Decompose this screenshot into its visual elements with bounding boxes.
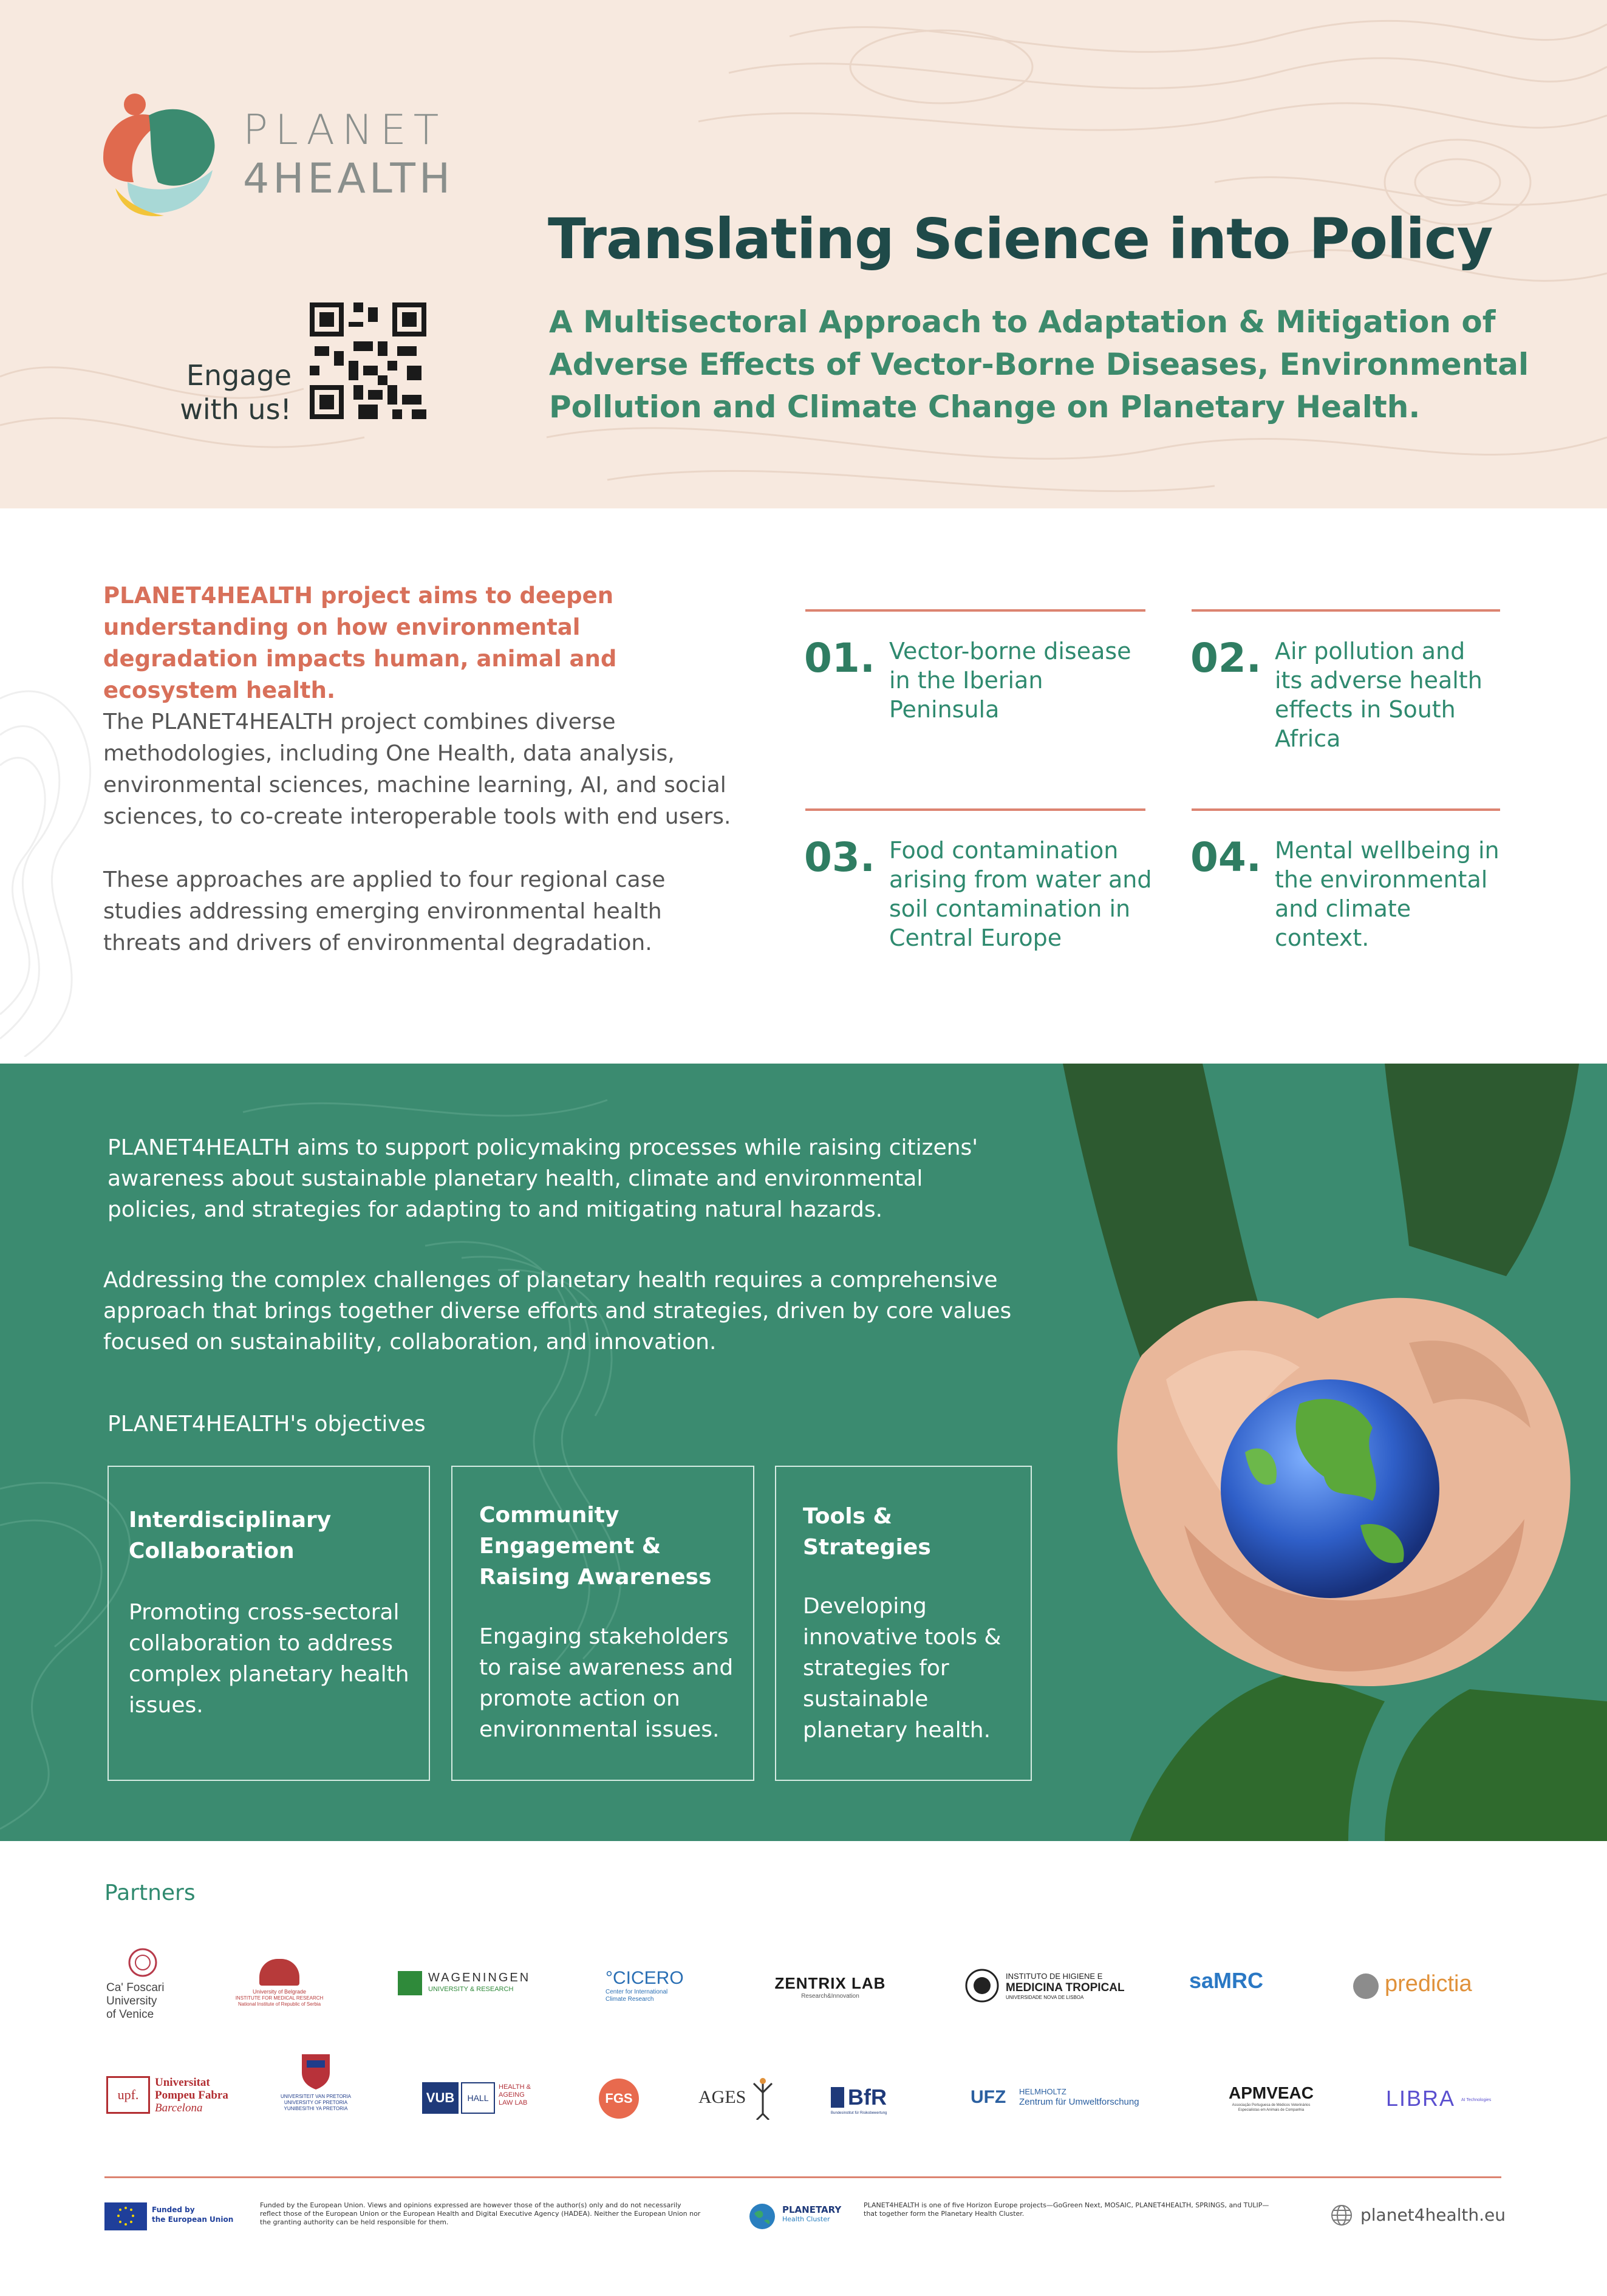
eu-flag-icon xyxy=(104,2202,147,2230)
subtitle-line: Adverse Effects of Vector-Borne Diseases, Environmental xyxy=(549,347,1529,382)
partner-line: UNIVERSIDADE NOVA DE LISBOA xyxy=(1006,1995,1084,2000)
case-number: 02. xyxy=(1190,635,1261,682)
cluster-line: Health Cluster xyxy=(782,2215,830,2223)
partner-logo-pretoria[interactable] xyxy=(270,2052,361,2112)
intro-paragraph-2: These approaches are applied to four regional case studies addressing emerging environmental health threats and drivers of environmental degradation. xyxy=(103,867,666,955)
partner-line: UNIVERSITEIT VAN PRETORIA xyxy=(280,2094,352,2099)
subtitle-line: A Multisectoral Approach to Adaptation & Mitigation of xyxy=(549,304,1496,340)
planetary-cluster-globe-icon xyxy=(748,2202,776,2230)
engage-line2: with us! xyxy=(180,393,292,426)
qr-code[interactable] xyxy=(310,302,426,419)
partner-line: LIBRA xyxy=(1386,2086,1456,2111)
eu-funding-label xyxy=(152,2205,233,2224)
ages-figure-icon xyxy=(751,2077,775,2120)
ihmt-seal-icon xyxy=(964,1968,1000,2003)
partner-line: Bundesinstitut für Risikobewertung xyxy=(831,2111,887,2115)
partner-line: AGES xyxy=(698,2087,746,2107)
belgrade-icon xyxy=(259,1959,299,1986)
eu-label-line: Funded by xyxy=(152,2205,195,2214)
partner-line: APMVEAC xyxy=(1228,2083,1314,2102)
objective-desc: Developing innovative tools & strategies for sustainable planetary health. xyxy=(803,1594,1001,1743)
cluster-line: PLANETARY xyxy=(782,2204,842,2215)
planetary-cluster-name xyxy=(782,2205,841,2224)
page-subtitle xyxy=(549,301,1557,428)
partner-line: Center for International xyxy=(606,1989,668,1995)
engage-label xyxy=(158,358,292,426)
partner-line: Pompeu Fabra xyxy=(155,2089,228,2102)
partner-line: INSTITUTE FOR MEDICAL RESEARCH xyxy=(235,1995,324,2001)
case-number: 01. xyxy=(804,635,875,682)
partner-line: HEALTH & xyxy=(499,2083,531,2091)
intro-paragraph-1: The PLANET4HEALTH project combines diverse methodologies, including One Health, data analysis, environmental sciences, machine learning, AI, and social sciences, to co-create interoperable tools with end users. xyxy=(103,709,731,829)
case-text: Mental wellbeing in the environmental and climate context. xyxy=(1275,837,1500,951)
cluster-description: PLANET4HEALTH is one of five Horizon Europe projects—GoGreen Next, MOSAIC, PLANET4HEALTH, SPRINGS, and TULIP—that together form the Planetary Health Cluster. xyxy=(864,2201,1269,2218)
partner-line: Climate Research xyxy=(606,1996,654,2003)
wageningen-icon xyxy=(398,1971,422,1995)
partner-line: Especialistas em Animais de Companhia xyxy=(1238,2108,1305,2112)
partner-line: ZENTRIX LAB xyxy=(774,1974,886,1992)
partner-line: AGEING xyxy=(499,2091,525,2099)
header-banner xyxy=(0,0,1607,508)
globe-icon xyxy=(1330,2204,1353,2227)
hall-mark: HALL xyxy=(461,2082,495,2114)
vub-mark: VUB xyxy=(422,2082,459,2114)
partners-title: Partners xyxy=(104,1881,196,1905)
partner-line: YUNIBESITHI YA PRETORIA xyxy=(284,2106,348,2111)
eu-stars-icon xyxy=(104,2202,147,2230)
case-text: Food contamination arising from water and soil contamination in Central Europe xyxy=(889,837,1152,951)
green-paragraph-2: Addressing the complex challenges of planetary health requires a comprehensive approach that brings together diverse efforts and strategies, driven by core values focused on sustainability, collaboration, and innovation. xyxy=(103,1268,1012,1355)
objective-title: Tools & Strategies xyxy=(803,1504,931,1560)
case-text: Air pollution and its adverse health effects in South Africa xyxy=(1275,638,1482,752)
objective-desc: Promoting cross-sectoral collaboration to address complex planetary health issues. xyxy=(129,1600,409,1718)
partner-logo-cicero[interactable] xyxy=(606,1968,703,2003)
partner-line: predictia xyxy=(1385,1971,1472,1997)
intro-lead: PLANET4HEALTH project aims to deepen understanding on how environmental degradation impacts human, animal and ecosystem health. xyxy=(103,583,617,703)
partner-name xyxy=(106,1981,179,2021)
partner-logo-ca-foscari[interactable] xyxy=(106,1947,179,2021)
predictia-icon xyxy=(1353,1973,1379,1999)
page-title: Translating Science into Policy xyxy=(548,207,1493,272)
case-divider xyxy=(805,808,1145,811)
partner-logo-samrc[interactable] xyxy=(1189,1968,1280,1994)
partner-line: of Venice xyxy=(106,2008,154,2021)
case-number: 03. xyxy=(804,834,875,881)
partner-logo-apmveac[interactable] xyxy=(1207,2083,1335,2113)
partner-line: National Institute of Republic of Serbia xyxy=(237,2001,321,2007)
partner-line: LAW LAB xyxy=(499,2099,528,2106)
case-number: 04. xyxy=(1190,834,1261,881)
eu-label-line: the European Union xyxy=(152,2215,234,2224)
partner-line: Ca' Foscari xyxy=(106,1981,165,1994)
partner-logo-belgrade[interactable] xyxy=(231,1959,328,2007)
footer-divider xyxy=(104,2176,1501,2178)
upf-mark: upf. xyxy=(106,2076,150,2114)
pretoria-crest-icon xyxy=(299,2052,332,2091)
partner-line: UNIVERSITY OF PRETORIA xyxy=(284,2100,348,2105)
bfr-icon xyxy=(831,2087,844,2108)
partner-logo-fgs[interactable]: FGS xyxy=(599,2079,639,2119)
objective-desc: Engaging stakeholders to raise awareness and promote action on environmental issues. xyxy=(479,1624,734,1742)
partner-line: INSTITUTO DE HIGIENE E xyxy=(1006,1972,1103,1981)
partner-line: UFZ xyxy=(971,2087,1006,2107)
partner-line: saMRC xyxy=(1189,1968,1264,1993)
objective-title: Interdisciplinary Collaboration xyxy=(129,1508,332,1563)
green-section xyxy=(0,1064,1607,1841)
eu-disclaimer: Funded by the European Union. Views and opinions expressed are however those of the author(s) only and do not necessarily reflect those of the European Union or the European Health and Digital Executive Agency (HADEA). Neither the European Union nor the granting authority can be held responsible for them. xyxy=(260,2201,701,2226)
logo-wordmark-planet: PLANET xyxy=(243,106,446,154)
partner-logo-zentrix[interactable] xyxy=(766,1974,894,2000)
partner-line: °CICERO xyxy=(606,1968,684,1988)
logo-wordmark-4health: 4HEALTH xyxy=(243,155,454,203)
objectives-label: PLANET4HEALTH's objectives xyxy=(107,1412,426,1437)
case-divider xyxy=(1192,609,1500,612)
partner-line: University xyxy=(106,1995,157,2007)
partner-line: AI Technologies xyxy=(1461,2098,1492,2102)
objective-title: Community Engagement & Raising Awareness xyxy=(479,1503,712,1590)
partner-line: Barcelona xyxy=(155,2102,203,2114)
ca-foscari-seal-icon xyxy=(127,1947,159,1978)
website-link[interactable]: planet4health.eu xyxy=(1360,2205,1506,2225)
logo-icon xyxy=(91,91,225,219)
partner-line: Universitat xyxy=(155,2076,210,2089)
partner-line: Research&Innovation xyxy=(801,1993,859,2000)
engage-line1: Engage xyxy=(186,359,292,392)
partner-line: Associação Portuguesa de Médicos Veterinários xyxy=(1232,2103,1311,2107)
partner-line: UNIVERSITY & RESEARCH xyxy=(428,1986,514,1993)
green-paragraph-1: PLANET4HEALTH aims to support policymaking processes while raising citizens' awareness about sustainable planetary health, climate and environmental policies, and strategies for adapting to and mitigating natural hazards. xyxy=(107,1135,978,1222)
partner-line: WAGENINGEN xyxy=(428,1971,531,1984)
case-text: Vector-borne disease in the Iberian Peninsula xyxy=(889,638,1131,723)
case-divider xyxy=(805,609,1145,612)
partner-line: Zentrum für Umweltforschung xyxy=(1019,2097,1139,2107)
partner-line: MEDICINA TROPICAL xyxy=(1006,1981,1125,1994)
partner-line: University of Belgrade xyxy=(252,1989,307,1995)
hands-globe-image xyxy=(1045,1064,1607,1841)
case-divider xyxy=(1192,808,1500,811)
partner-line: BfR xyxy=(848,2085,887,2110)
subtitle-line: Pollution and Climate Change on Planetary Health. xyxy=(549,389,1421,425)
partner-line: HELMHOLTZ xyxy=(1019,2087,1066,2096)
